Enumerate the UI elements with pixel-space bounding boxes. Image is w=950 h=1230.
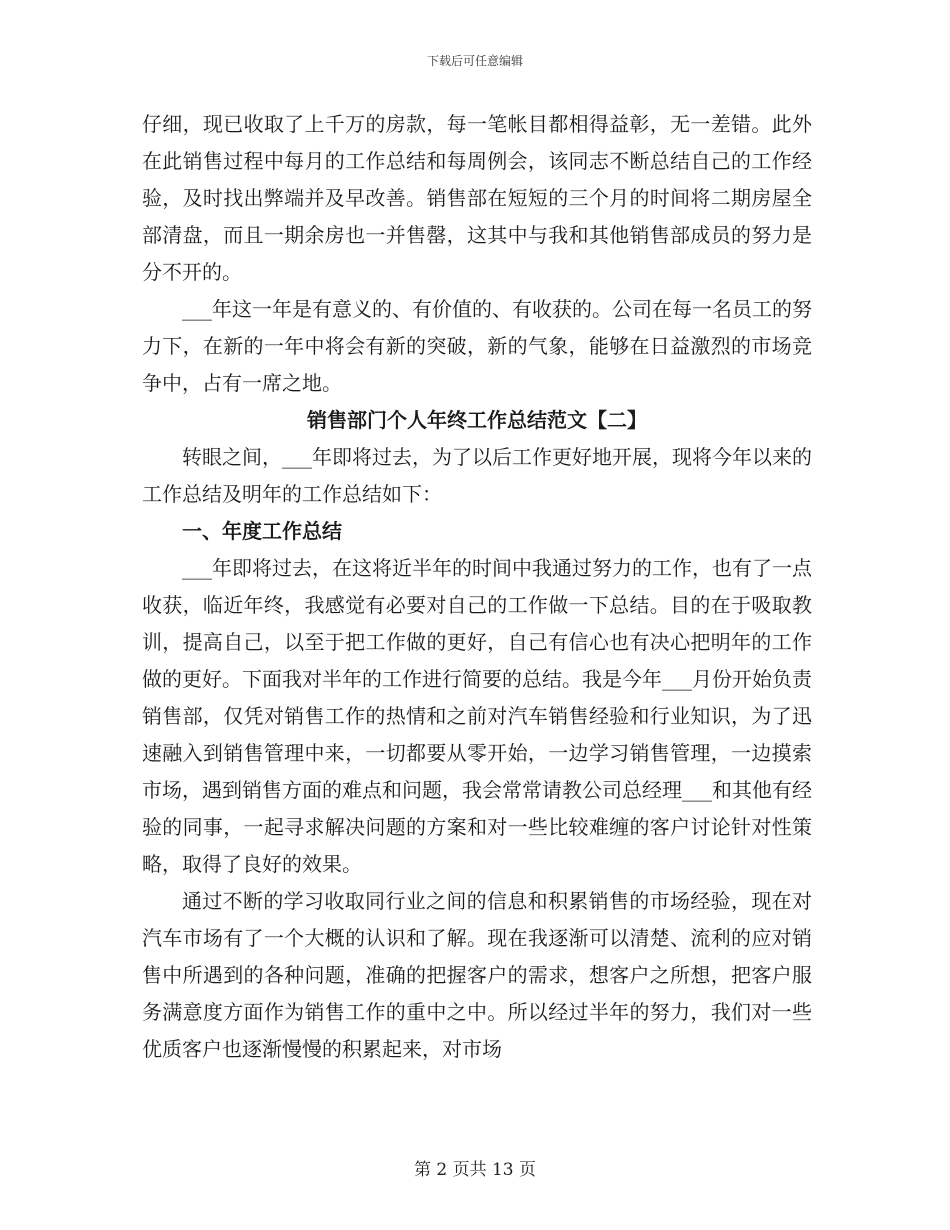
paragraph-body-2: 通过不断的学习收取同行业之间的信息和积累销售的市场经验，现在对汽车市场有了一个大概的认识和了解。现在我逐渐可以清楚、流利的应对销售中所遇到的各种问题，准确的把握客户的需求，想客户之所想，把客户服务满意度方面作为销售工作的重中之中。所以经过半年的努力，我们对一些优质客户也逐渐慢慢的积累起来，对市场 [142, 889, 812, 1061]
header-note: 下载后可任意编辑 [426, 54, 523, 68]
paragraph-continuation: 仔细，现已收取了上千万的房款，每一笔帐目都相得益彰，无一差错。此外在此销售过程中每月的工作总结和每周例会，该同志不断总结自己的工作经验，及时找出弊端并及早改善。销售部在短短的三个月的时间将二期房屋全部清盘，而且一期余房也一并售罄，这其中与我和其他销售部成员的努力是分不开的。 [142, 112, 812, 284]
document-body [142, 106, 812, 1068]
paragraph-body-1: ___年即将过去，在这将近半年的时间中我通过努力的工作，也有了一点收获，临近年终，我感觉有必要对自己的工作做一下总结。目的在于吸取教训，提高自己，以至于把工作做的更好，自己有信心也有决心把明年的工作做的更好。下面我对半年的工作进行简要的总结。我是今年___月份开始负责销售部，仅凭对销售工作的热情和之前对汽车销售经验和行业知识，为了迅速融入到销售管理中来，一切都要从零开始，一边学习销售管理，一边摸索市场，遇到销售方面的难点和问题，我会常常请教公司总经理___和其他有经验的同事，一起寻求解决问题的方案和对一些比较难缠的客户讨论针对性策略，取得了良好的效果。 [142, 556, 812, 876]
paragraph-year-summary: ___年这一年是有意义的、有价值的、有收获的。公司在每一名员工的努力下，在新的一年中将会有新的突破，新的气象，能够在日益激烈的市场竞争中，占有一席之地。 [142, 297, 812, 395]
page-number: 第 2 页共 13 页 [413, 1160, 537, 1180]
paragraph-intro: 转眼之间，___年即将过去，为了以后工作更好地开展，现将今年以来的工作总结及明年的工作总结如下： [142, 445, 812, 506]
sub-heading: 一、年度工作总结 [182, 519, 342, 543]
section-title: 销售部门个人年终工作总结范文【二】 [307, 408, 647, 432]
